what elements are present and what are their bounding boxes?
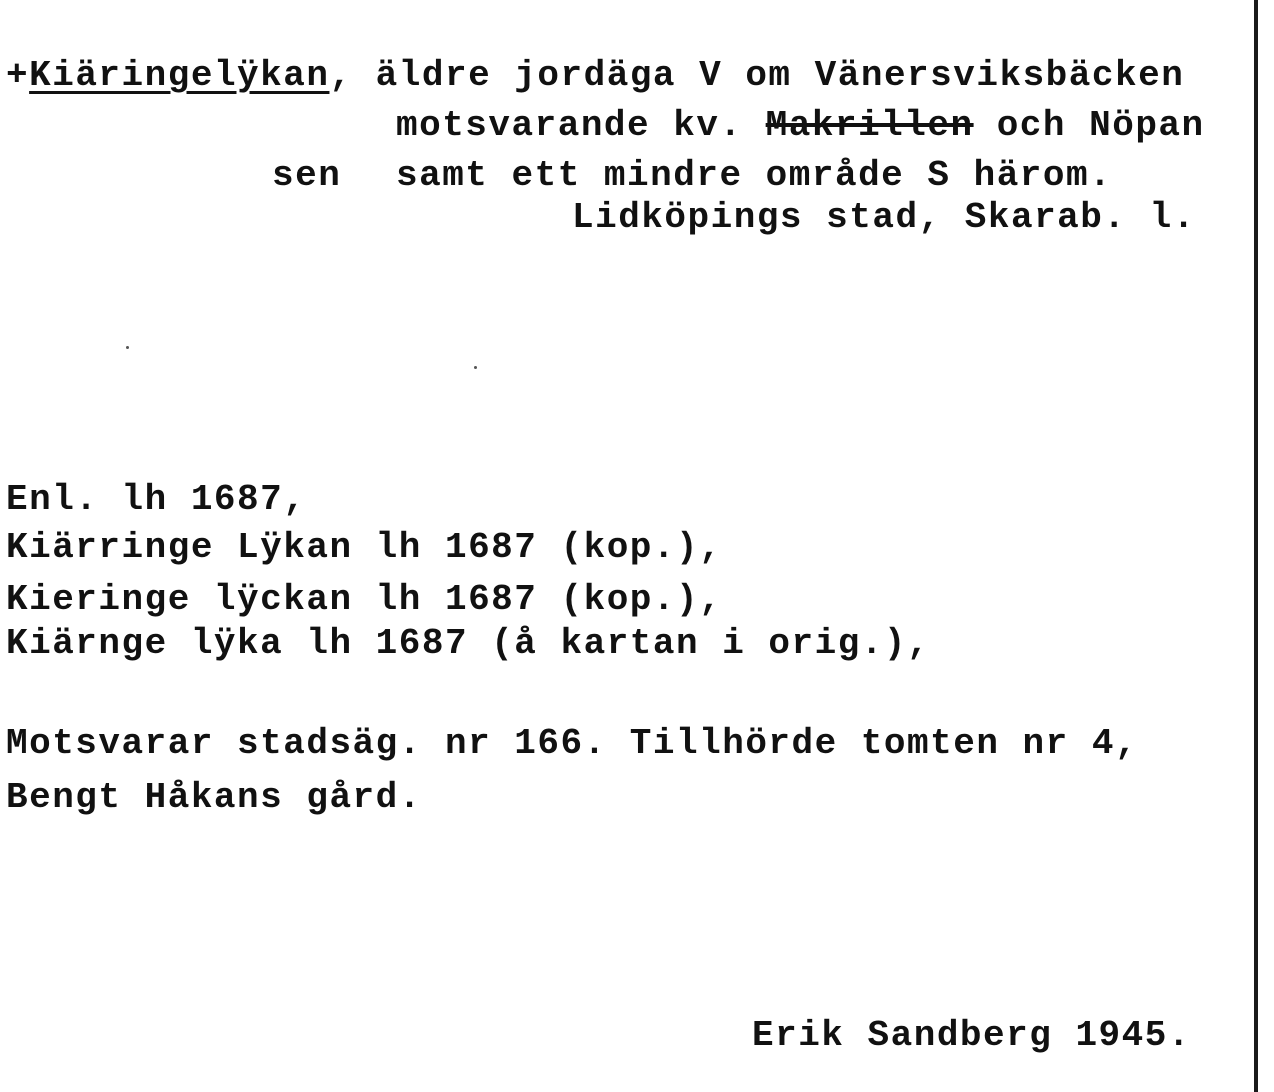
paper-speck <box>126 346 129 349</box>
form-line-2: Kiärringe Lÿkan lh 1687 (kop.), <box>6 527 723 568</box>
note-line-2: Bengt Håkans gård. <box>6 777 422 818</box>
header-line-2 <box>396 105 1205 146</box>
note-line-1: Motsvarar stadsäg. nr 166. Tillhörde tomten nr 4, <box>6 723 1139 764</box>
header-line-2-end: och Nöpan <box>973 105 1205 146</box>
form-line-3: Kieringe lÿckan lh 1687 (kop.), <box>6 579 723 620</box>
header-line-3-left: sen <box>272 155 342 196</box>
location-line: Lidköpings stad, Skarab. l. <box>572 197 1196 238</box>
header-line-1-rest: , äldre jordäga V om Vänersviksbäcken <box>329 55 1185 96</box>
signature: Erik Sandberg 1945. <box>752 1015 1191 1056</box>
header-prefix: + <box>6 55 30 96</box>
paper-speck <box>474 366 477 369</box>
header-line-3-right: samt ett mindre område S härom. <box>396 155 1113 196</box>
form-line-1: Enl. lh 1687, <box>6 479 307 520</box>
headword: Kiäringelÿkan <box>29 55 330 96</box>
card-edge-line <box>1254 0 1258 1092</box>
struck-word: Makrillen <box>765 105 974 146</box>
header-line-2-start: motsvarande kv. <box>396 105 766 146</box>
header-line-1 <box>6 55 1185 96</box>
form-line-4: Kiärnge lÿka lh 1687 (å kartan i orig.), <box>6 623 931 664</box>
